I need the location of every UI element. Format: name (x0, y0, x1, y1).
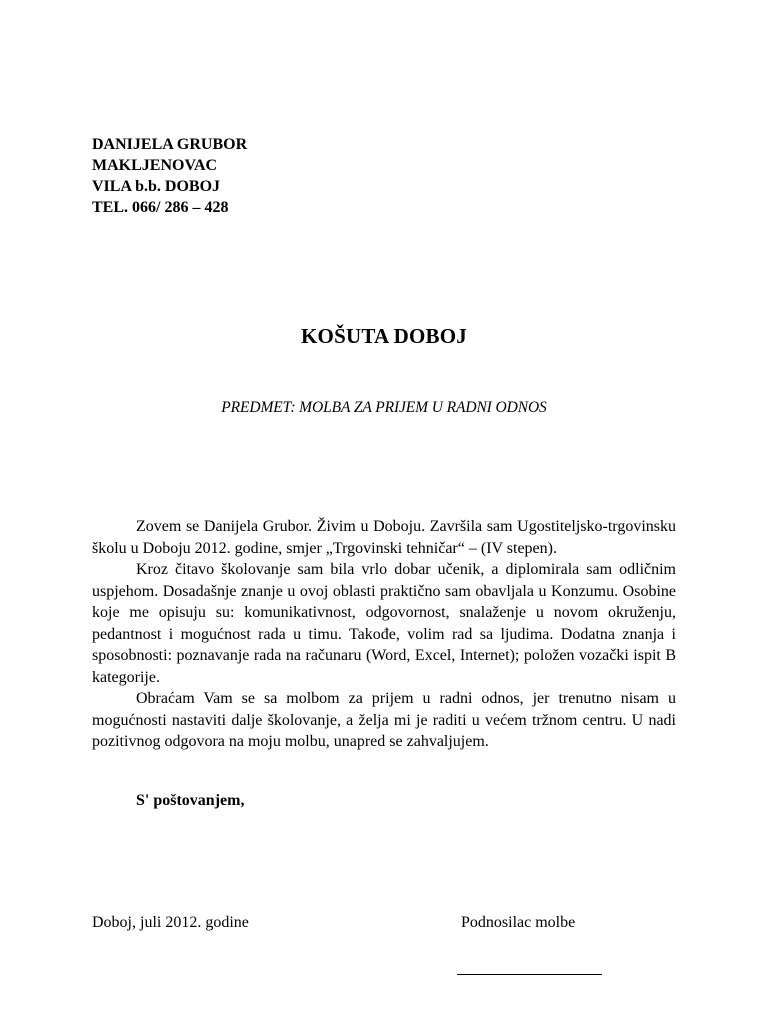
body-paragraph-3: Obraćam Vam se sa molbom za prijem u radni odnos, jer trenutno nisam u mogućnosti nastaviti dalje školovanje, a želja mi je raditi u većem tržnom centru. U nadi pozitivnog odgovora na moju molbu, unapred se zahvaljujem. (92, 690, 676, 750)
body-paragraph-1: Zovem se Danijela Grubor. Živim u Doboju. Završila sam Ugostiteljsko-trgovinsku školu u Doboju 2012. godine, smjer „Trgovinski tehničar“ – (IV stepen). (92, 518, 676, 557)
closing-salutation: S' poštovanjem, (136, 792, 245, 809)
sender-phone: TEL. 066/ 286 – 428 (92, 199, 229, 216)
sender-block (92, 134, 247, 218)
signature-line (457, 974, 602, 975)
letter-body (92, 516, 676, 753)
sender-address-line1: MAKLJENOVAC (92, 157, 218, 174)
place-date: Doboj, juli 2012. godine (92, 914, 249, 931)
recipient-heading: KOŠUTA DOBOJ (301, 324, 467, 348)
applicant-label: Podnosilac molbe (461, 914, 576, 931)
subject-line: PREDMET: MOLBA ZA PRIJEM U RADNI ODNOS (221, 399, 547, 416)
body-paragraph-2: Kroz čitavo školovanje sam bila vrlo dobar učenik, a diplomirala sam odličnim uspjehom. Dosadašnje znanje u ovoj oblasti praktično sam obavljala u Konzumu. Osobine koje me opisuju su: komunikativnost, odgovornost, snalaženje u novom okruženju, pedantnost i mogućnost rada u timu. Takođe, volim rad sa ljudima. Dodatna znanja i sposobnosti: poznavanje rada na računaru (Word, Excel, Internet); položen vozački ispit B kategorije. (92, 561, 676, 686)
sender-address-line2: VILA b.b. DOBOJ (92, 178, 221, 195)
sender-name: DANIJELA GRUBOR (92, 136, 248, 153)
